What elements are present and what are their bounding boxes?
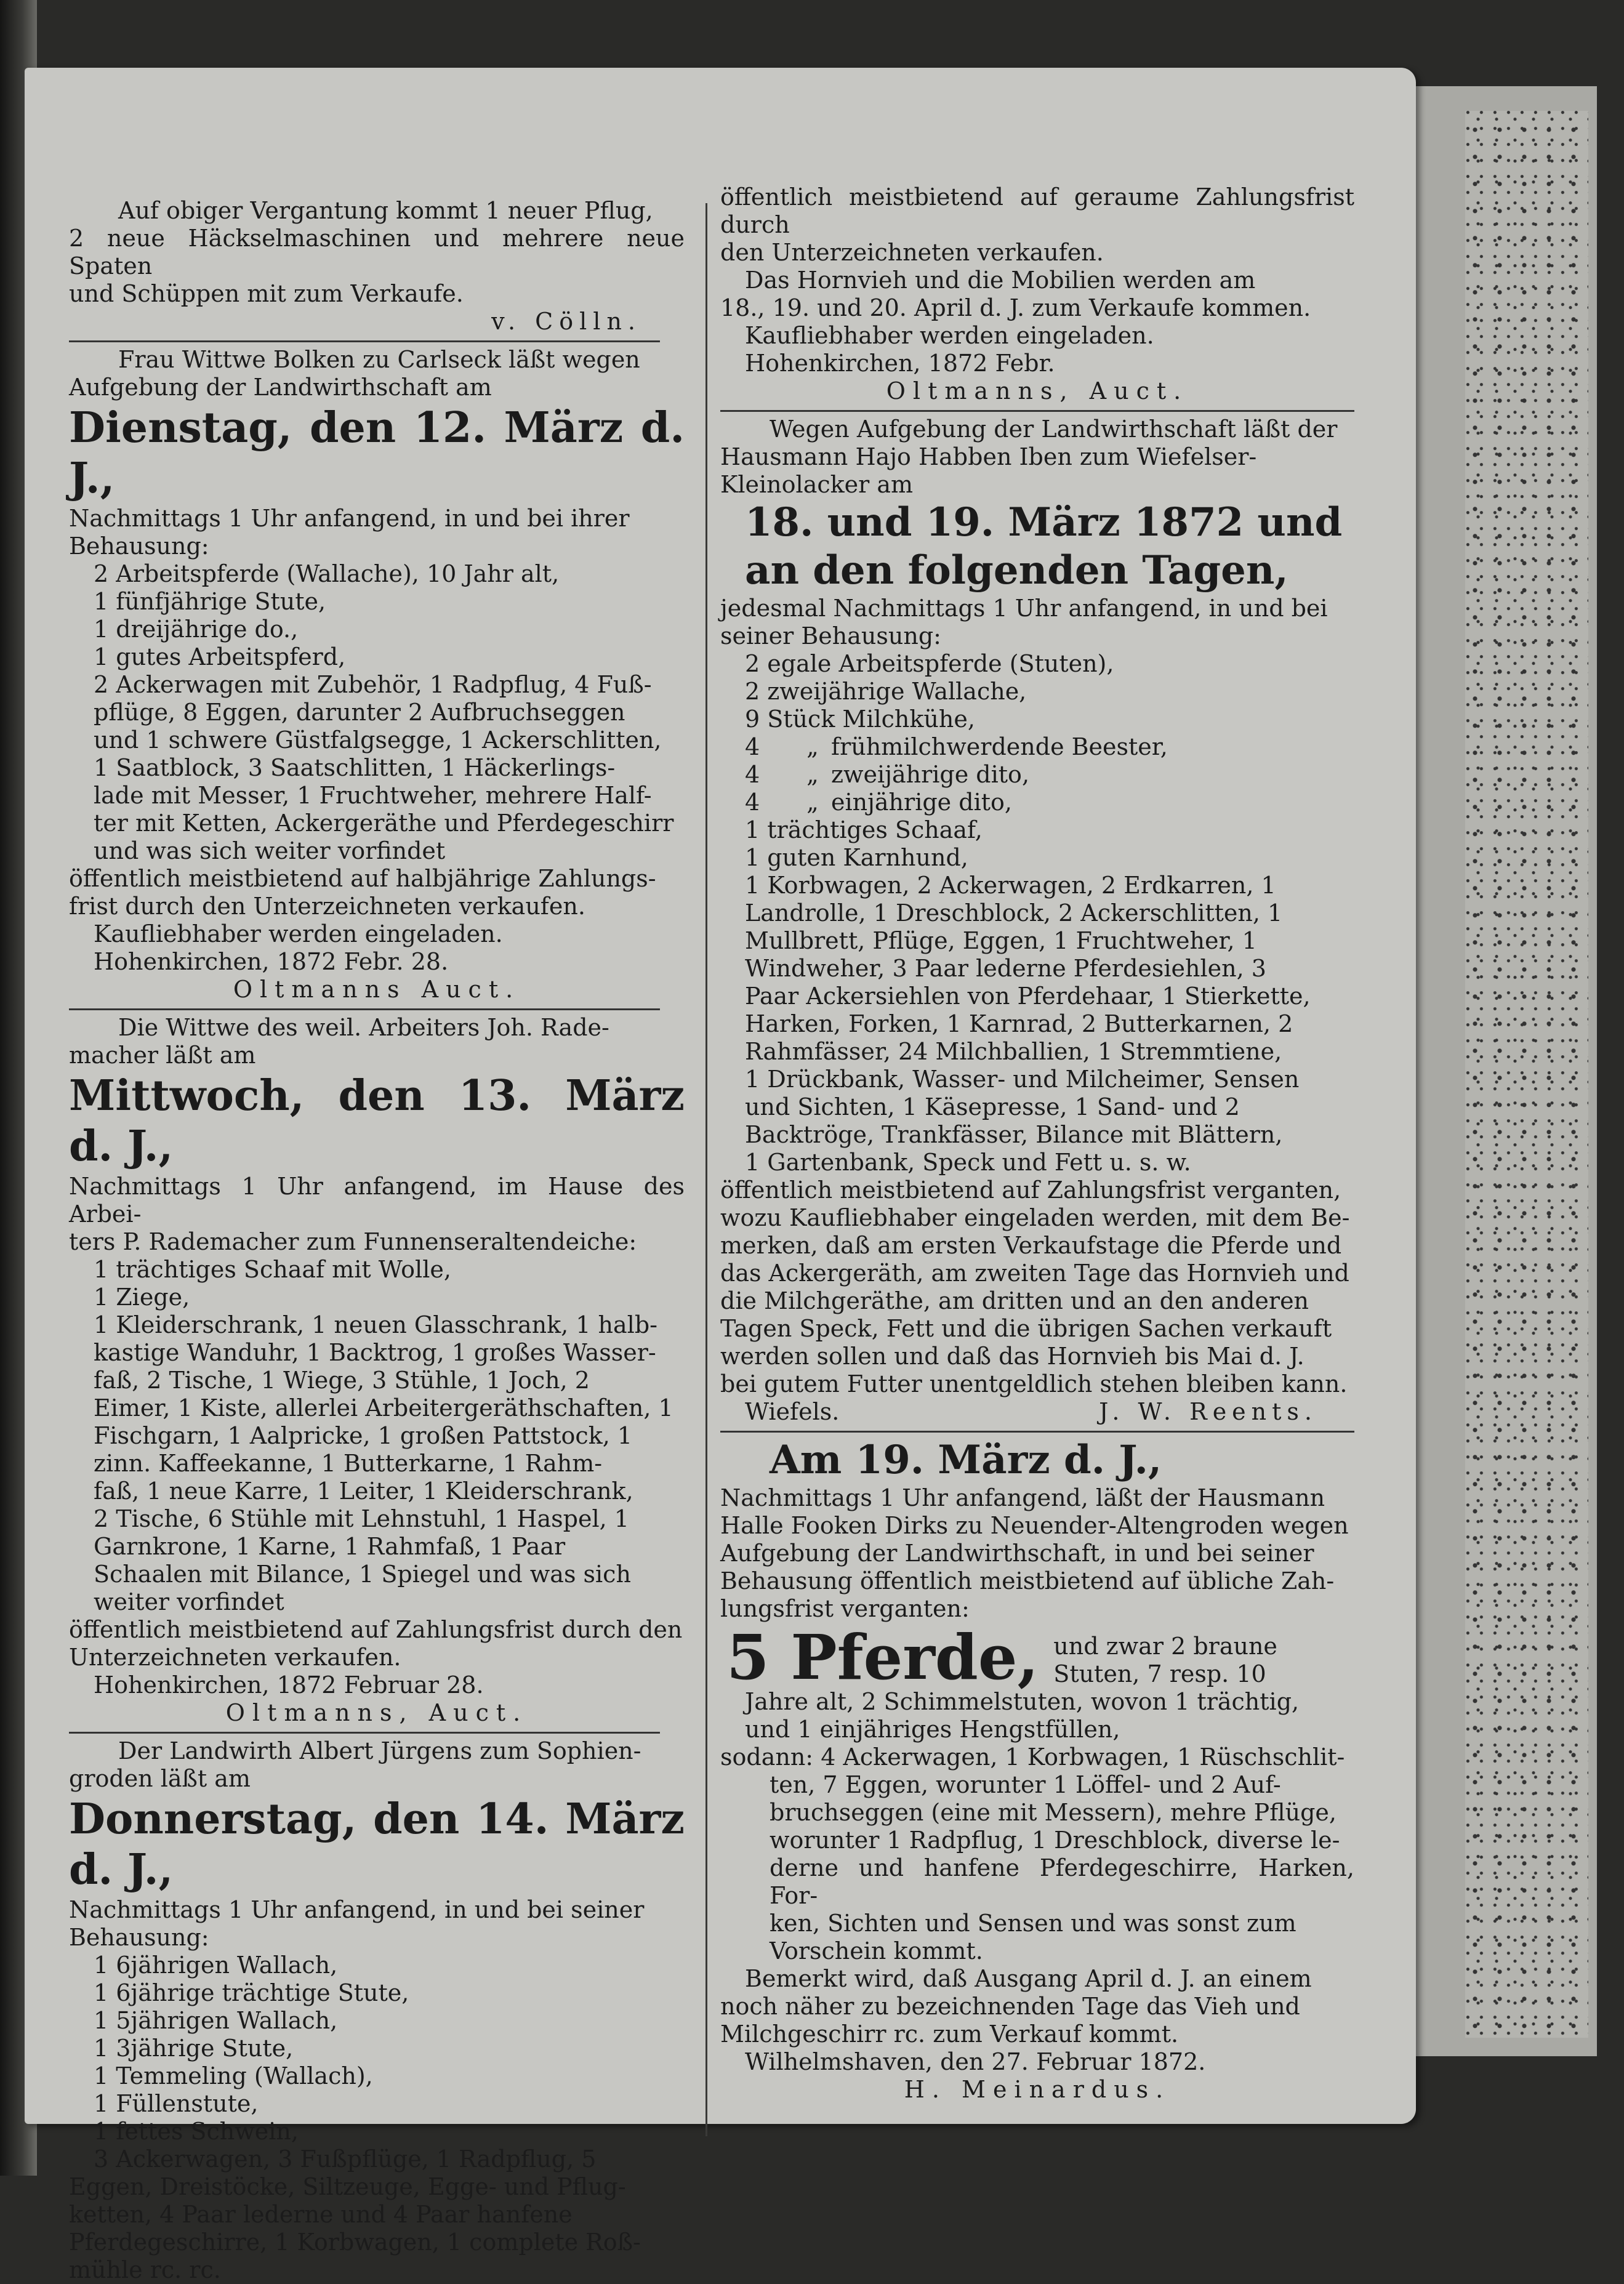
item-line: 1 guten Karnhund,: [745, 844, 968, 871]
place-signature-row: [720, 1398, 1354, 1426]
text-line: sodann: 4 Ackerwagen, 1 Korbwagen, 1 Rüschschlit-: [720, 1743, 1345, 1771]
text-line: Jahre alt, 2 Schimmelstuten, wovon 1 trächtig,: [745, 1688, 1300, 1715]
item-line: zinn. Kaffeekanne, 1 Butterkarne, 1 Rahm-: [94, 1450, 603, 1477]
item-line: pflüge, 8 Eggen, darunter 2 Aufbruchseggen: [94, 699, 625, 726]
text-line: und zwar 2 braune: [1053, 1633, 1277, 1660]
item-line: 3 Ackerwagen, 3 Fußpflüge, 1 Radpflug, 5: [94, 2145, 597, 2173]
text-line: Aufgebung der Landwirthschaft am: [69, 374, 492, 401]
text-line: Vorschein kommt.: [770, 1937, 983, 1964]
auction-date-headline: 18. und 19. März 1872 und: [745, 499, 1343, 545]
text-line: Nachmittags 1 Uhr anfangend, läßt der Hausmann: [720, 1484, 1325, 1511]
item-line: Garnkrone, 1 Karne, 1 Rahmfaß, 1 Paar: [94, 1533, 566, 1560]
item-line: faß, 2 Tische, 1 Wiege, 3 Stühle, 1 Joch, 2: [94, 1367, 590, 1394]
intro-notice: [69, 197, 685, 336]
divider-rule: [720, 1431, 1354, 1433]
text-line: jedesmal Nachmittags 1 Uhr anfangend, in und bei: [720, 595, 1328, 622]
text-line: derne und hanfene Pferdegeschirre, Harken, For-: [770, 1854, 1354, 1909]
place-date: Hohenkirchen, 1872 Febr. 28.: [94, 948, 449, 975]
text-line: Unterzeichneten verkaufen.: [69, 1644, 401, 1671]
item-text: einjährige dito,: [831, 789, 1012, 816]
item-line: 1 Saatblock, 3 Saatschlitten, 1 Häckerlings-: [94, 754, 616, 781]
item-line: 1 Gartenbank, Speck und Fett u. s. w.: [745, 1149, 1191, 1176]
auction-notice-2: [69, 1014, 685, 1727]
item-line: Eggen, Dreistöcke, Siltzeuge, Egge- und Pflug-: [69, 2173, 626, 2200]
item-line: Mullbrett, Pflüge, Eggen, 1 Fruchtweher, 1: [745, 927, 1257, 954]
text-line: Hausmann Hajo Habben Iben zum Wiefelser-: [720, 443, 1257, 470]
text-line: noch näher zu bezeichnenden Tage das Vieh und: [720, 1993, 1300, 2020]
headline-side-text: [1053, 1633, 1354, 1688]
text-line: frist durch den Unterzeichneten verkaufen.: [69, 893, 585, 920]
text-line: Wegen Aufgebung der Landwirthschaft läßt der: [770, 416, 1338, 443]
count: 4: [745, 733, 760, 760]
item-line: 1 6jährigen Wallach,: [94, 1952, 338, 1979]
text-line: Behausung öffentlich meistbietend auf übliche Zah-: [720, 1567, 1335, 1594]
item-line: Windweher, 3 Paar lederne Pferdesiehlen, 3: [745, 955, 1266, 982]
item-line: Fischgarn, 1 Aalpricke, 1 großen Pattstock, 1: [94, 1422, 633, 1449]
text-line: Bemerkt wird, daß Ausgang April d. J. an einem: [745, 1965, 1312, 1992]
count: 4: [745, 761, 760, 788]
item-line: mühle rc. rc.: [69, 2256, 221, 2283]
auction-notice-5: [720, 1436, 1354, 2104]
item-line: Eimer, 1 Kiste, allerlei Arbeitergeräthschaften, 1: [94, 1394, 673, 1421]
divider-rule: [69, 340, 660, 342]
item-line: Paar Ackersiehlen von Pferdehaar, 1 Stierkette,: [745, 983, 1311, 1010]
text-line: wozu Kaufliebhaber eingeladen werden, mit dem Be-: [720, 1204, 1350, 1231]
place: Wiefels.: [745, 1398, 840, 1425]
item-line: 1 fünfjährige Stute,: [94, 588, 326, 615]
item-line: Rahmfässer, 24 Milchballien, 1 Stremmtiene,: [745, 1038, 1282, 1065]
text-line: Kaufliebhaber werden eingeladen.: [94, 920, 503, 947]
text-line: den Unterzeichneten verkaufen.: [720, 239, 1104, 266]
newspaper-page: [25, 68, 1416, 2283]
text-line: lungsfrist verganten:: [720, 1595, 970, 1622]
text-line: öffentlich meistbietend auf Zahlungsfrist durch den: [69, 1616, 683, 1643]
text-line: werden sollen und daß das Hornvieh bis Mai d. J.: [720, 1343, 1304, 1370]
auction-date-headline: Am 19. März d. J.,: [770, 1437, 1162, 1483]
text-line: öffentlich meistbietend auf geraume Zahlungsfrist durch: [720, 183, 1354, 238]
text-line: Stuten, 7 resp. 10: [1053, 1660, 1266, 1687]
text-line: Der Landwirth Albert Jürgens zum Sophien-: [118, 1737, 641, 1764]
item-line: 2 Arbeitspferde (Wallache), 10 Jahr alt,: [94, 560, 560, 587]
item-line: lade mit Messer, 1 Fruchtweher, mehrere Half-: [94, 782, 652, 809]
auction-notice-4: [720, 416, 1354, 1426]
text-line: Tagen Speck, Fett und die übrigen Sachen verkauft: [720, 1315, 1332, 1342]
place-date: Hohenkirchen, 1872 Febr.: [745, 350, 1055, 377]
text-line: Kleinolacker am: [720, 471, 914, 498]
ditto-mark: „: [806, 733, 819, 760]
text-line: bei gutem Futter unentgeldlich stehen bleiben kann.: [720, 1370, 1348, 1397]
horses-headline: 5 Pferde,: [726, 1621, 1039, 1694]
auction-notice-1: [69, 346, 685, 1003]
text-line: Halle Fooken Dirks zu Neuender-Altengroden wegen: [720, 1512, 1349, 1539]
text-line: bruchseggen (eine mit Messern), mehre Pflüge,: [770, 1799, 1337, 1826]
count: 4: [745, 789, 760, 816]
text-line: Behausung:: [69, 1924, 209, 1951]
item-line: 1 6jährige trächtige Stute,: [94, 1979, 409, 2006]
signature: Oltmanns Auct.: [233, 976, 521, 1003]
item-line: 1 3jährige Stute,: [94, 2035, 294, 2062]
item-line: 1 Korbwagen, 2 Ackerwagen, 2 Erdkarren, 1: [745, 872, 1276, 899]
item-line: und 1 schwere Güstfalgsegge, 1 Ackerschlitten,: [94, 726, 662, 754]
column-divider: [705, 203, 707, 2136]
item-line: Landrolle, 1 Dreschblock, 2 Ackerschlitten, 1: [745, 899, 1283, 927]
left-column: [69, 197, 685, 2284]
item-text: frühmilchwerdende Beester,: [831, 733, 1168, 760]
text-line: Nachmittags 1 Uhr anfangend, in und bei seiner: [69, 1896, 645, 1923]
item-line: 1 trächtiges Schaaf,: [745, 816, 983, 843]
text-line: Aufgebung der Landwirthschaft, in und bei seiner: [720, 1540, 1314, 1567]
item-line: Pferdegeschirre, 1 Korbwagen, 1 complete Roß-: [69, 2229, 641, 2256]
item-line: 1 trächtiges Schaaf mit Wolle,: [94, 1256, 451, 1283]
ditto-line: [720, 761, 1354, 789]
auction-notice-3: [69, 1737, 685, 2284]
text-line: ten, 7 Eggen, worunter 1 Löffel- und 2 Auf-: [770, 1771, 1281, 1798]
auction-date-headline: Dienstag, den 12. März d. J.,: [69, 403, 685, 503]
item-line: weiter vorfindet: [94, 1588, 284, 1615]
item-line: 1 Drückbank, Wasser- und Milcheimer, Sensen: [745, 1066, 1300, 1093]
divider-rule: [69, 1732, 660, 1734]
item-line: 2 Ackerwagen mit Zubehör, 1 Radpflug, 4 Fuß-: [94, 671, 652, 698]
divider-rule: [720, 410, 1354, 412]
item-line: Harken, Forken, 1 Karnrad, 2 Butterkarnen, 2: [745, 1010, 1293, 1037]
text-line: die Milchgeräthe, am dritten und an den anderen: [720, 1287, 1309, 1314]
text-line: seiner Behausung:: [720, 622, 941, 649]
text-line: Auf obiger Vergantung kommt 1 neuer Pflug,: [118, 197, 653, 224]
text-line: Das Hornvieh und die Mobilien werden am: [745, 267, 1256, 294]
text-line: 18., 19. und 20. April d. J. zum Verkaufe kommen.: [720, 294, 1311, 321]
text-line: Frau Wittwe Bolken zu Carlseck läßt wegen: [118, 346, 640, 373]
text-line: 2 neue Häckselmaschinen und mehrere neue Spaten: [69, 225, 685, 279]
auction-date-headline: Donnerstag, den 14. März d. J.,: [69, 1795, 685, 1894]
text-line: merken, daß am ersten Verkaufstage die Pferde und: [720, 1232, 1342, 1259]
text-line: Milchgeschirr rc. zum Verkauf kommt.: [720, 2021, 1179, 2048]
item-text: zweijährige dito,: [831, 761, 1030, 788]
text-line: öffentlich meistbietend auf Zahlungsfrist verganten,: [720, 1176, 1341, 1204]
right-column: [720, 183, 1354, 2104]
item-line: ter mit Ketten, Ackergeräthe und Pferdegeschirr: [94, 810, 674, 837]
item-line: 1 Ziege,: [94, 1284, 190, 1311]
continued-notice: [720, 183, 1354, 405]
text-line: und 1 einjähriges Hengstfüllen,: [745, 1716, 1120, 1743]
divider-rule: [69, 1008, 660, 1010]
headline-row: [726, 1621, 1354, 1694]
place-date: Wilhelmshaven, den 27. Februar 1872.: [745, 2048, 1206, 2075]
text-line: Nachmittags 1 Uhr anfangend, im Hause des Arbei-: [69, 1173, 685, 1228]
item-line: 2 Tische, 6 Stühle mit Lehnstuhl, 1 Haspel, 1: [94, 1505, 629, 1532]
item-line: 2 zweijährige Wallache,: [745, 678, 1027, 705]
item-line: 1 dreijährige do.,: [94, 616, 299, 643]
item-line: 1 Füllenstute,: [94, 2090, 259, 2117]
auction-date-headline: an den folgenden Tagen,: [745, 547, 1288, 593]
signature: v. Cölln.: [491, 308, 641, 335]
signature: Oltmanns, Auct.: [225, 1699, 528, 1726]
item-line: Schaalen mit Bilance, 1 Spiegel und was sich: [94, 1561, 631, 1588]
text-line: worunter 1 Radpflug, 1 Dreschblock, diverse le-: [770, 1827, 1340, 1854]
signature: J. W. Reents.: [1099, 1398, 1317, 1425]
ditto-mark: „: [806, 789, 819, 816]
speckled-edge: [1465, 111, 1588, 2038]
item-line: und Sichten, 1 Käsepresse, 1 Sand- und 2: [745, 1093, 1240, 1120]
text-line: ken, Sichten und Sensen und was sonst zum: [770, 1910, 1296, 1937]
item-line: 1 gutes Arbeitspferd,: [94, 643, 346, 670]
text-line: ters P. Rademacher zum Funnenseraltendeiche:: [69, 1228, 637, 1255]
text-line: und Schüppen mit zum Verkaufe.: [69, 280, 464, 307]
text-line: öffentlich meistbietend auf halbjährige Zahlungs-: [69, 865, 656, 892]
item-line: 9 Stück Milchkühe,: [745, 706, 975, 733]
text-line: Die Wittwe des weil. Arbeiters Joh. Rade-: [118, 1014, 609, 1041]
item-line: ketten, 4 Paar lederne und 4 Paar hanfene: [69, 2201, 573, 2228]
text-line: Nachmittags 1 Uhr anfangend, in und bei ihrer: [69, 505, 630, 532]
auction-date-headline: Mittwoch, den 13. März d. J.,: [69, 1071, 685, 1171]
place-date: Hohenkirchen, 1872 Februar 28.: [94, 1671, 484, 1699]
text-line: Kaufliebhaber werden eingeladen.: [745, 322, 1154, 349]
item-line: 1 fettes Schwein,: [94, 2118, 299, 2145]
text-line: das Ackergeräth, am zweiten Tage das Hornvieh und: [720, 1260, 1349, 1287]
text-line: Behausung:: [69, 533, 209, 560]
item-line: faß, 1 neue Karre, 1 Leiter, 1 Kleiderschrank,: [94, 1478, 633, 1505]
item-line: Backtröge, Trankfässer, Bilance mit Blättern,: [745, 1121, 1283, 1148]
item-line: und was sich weiter vorfindet: [94, 837, 446, 864]
ditto-line: [720, 733, 1354, 761]
signature: Oltmanns, Auct.: [886, 377, 1189, 404]
item-line: kastige Wanduhr, 1 Backtrog, 1 großes Wasser-: [94, 1339, 656, 1366]
item-line: 1 Temmeling (Wallach),: [94, 2062, 373, 2089]
signature: H. Meinardus.: [904, 2076, 1171, 2103]
ditto-mark: „: [806, 761, 819, 788]
text-line: groden läßt am: [69, 1765, 251, 1792]
ditto-line: [720, 789, 1354, 816]
item-line: 2 egale Arbeitspferde (Stuten),: [745, 650, 1114, 677]
item-line: 1 Kleiderschrank, 1 neuen Glasschrank, 1 halb-: [94, 1311, 657, 1338]
text-line: macher läßt am: [69, 1042, 256, 1069]
item-line: 1 5jährigen Wallach,: [94, 2007, 338, 2034]
